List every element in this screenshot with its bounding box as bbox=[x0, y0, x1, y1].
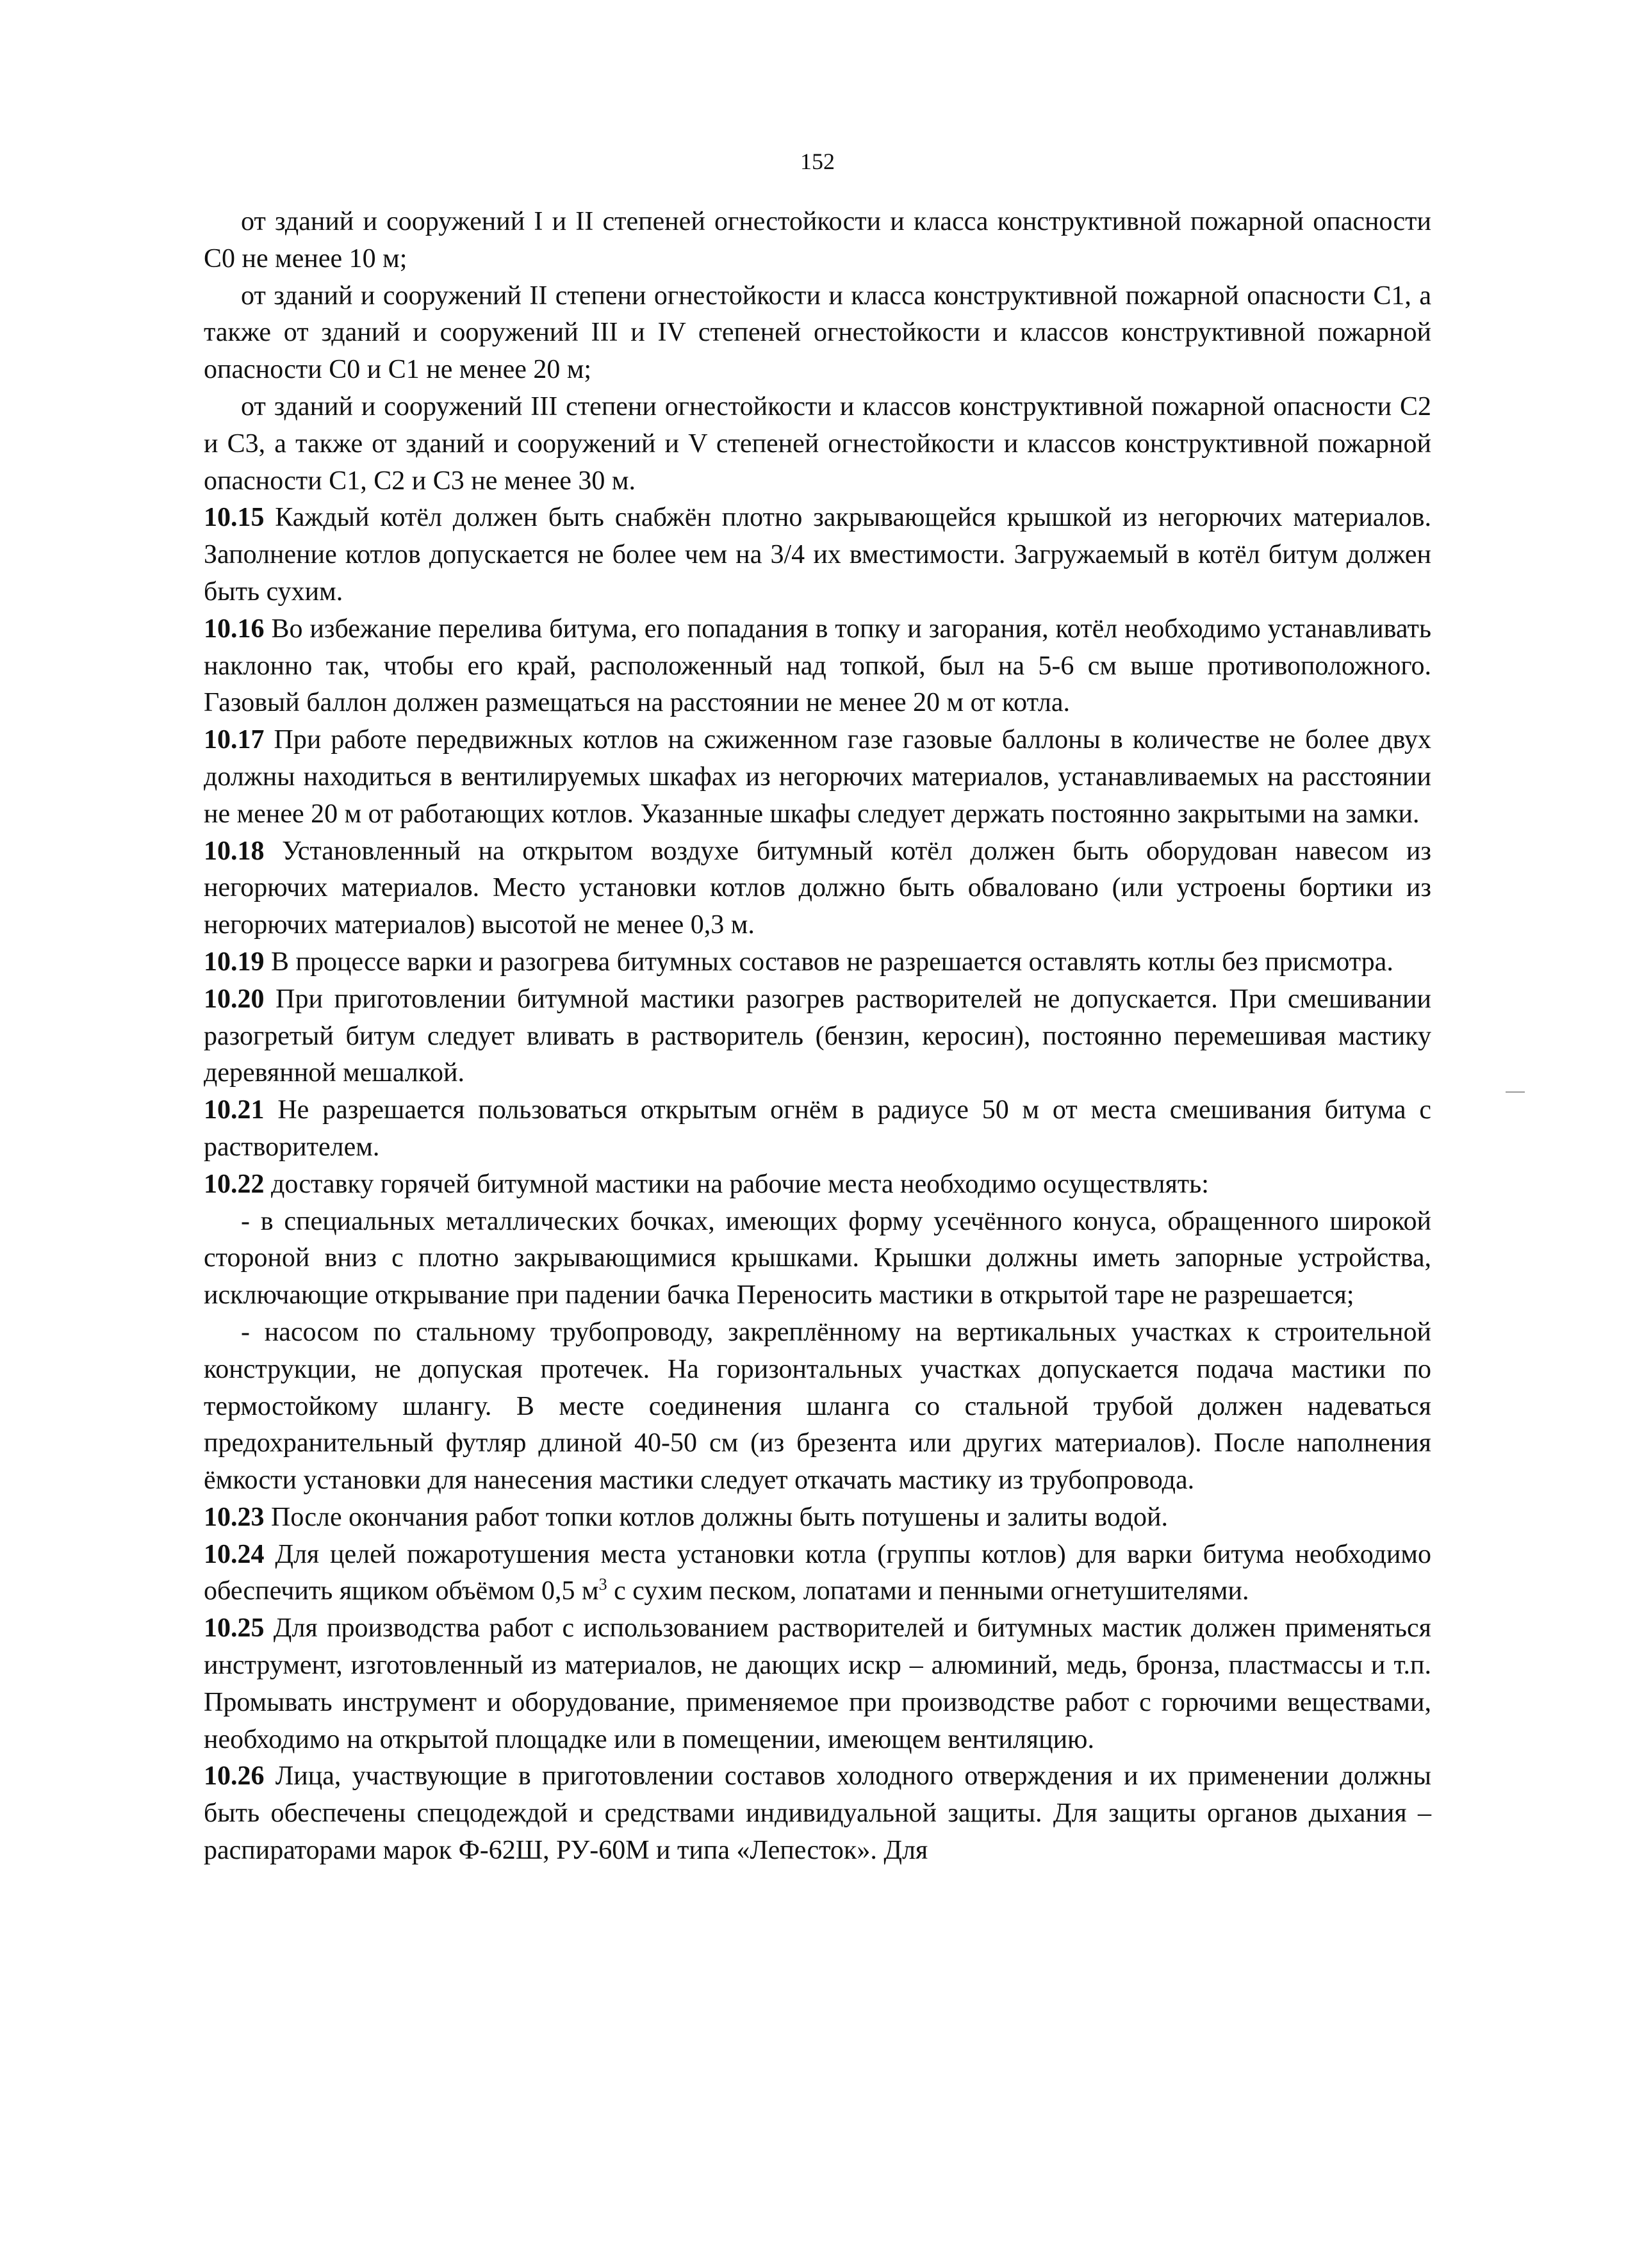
clause-paragraph bbox=[204, 981, 1431, 1092]
clause-number: 10.18 bbox=[204, 836, 265, 866]
clause-text: При приготовлении битумной мастики разогрев растворителей не допускается. При смешивании разогретый битум следует вливать в растворитель (бензин, керосин), постоянно перемешивая мастику деревянной мешалкой. bbox=[204, 984, 1431, 1088]
clause-paragraph bbox=[204, 500, 1431, 610]
clause-number: 10.19 bbox=[204, 947, 265, 977]
paragraph bbox=[204, 278, 1431, 389]
clause-paragraph bbox=[204, 1758, 1431, 1869]
clause-text: доставку горячей битумной мастики на рабочие места необходимо осуществлять: bbox=[264, 1169, 1209, 1199]
clause-number: 10.26 bbox=[204, 1761, 265, 1791]
clause-number: 10.16 bbox=[204, 614, 265, 644]
clause-text: Для целей пожаротушения места установки котла (группы котлов) для варки битума необходимо обеспечить ящиком объёмом 0,5 м bbox=[204, 1539, 1431, 1606]
clause-number: 10.21 bbox=[204, 1095, 265, 1125]
clause-paragraph bbox=[204, 1610, 1431, 1758]
clause-paragraph bbox=[204, 1092, 1431, 1166]
superscript: 3 bbox=[598, 1575, 607, 1594]
paragraph-text: - в специальных металлических бочках, имеющих форму усечённого конуса, обращенного широкой стороной вниз с плотно закрывающимися крышками. Крышки должны иметь запорные устройства, исключающие открывание при падении бачка Переносить мастики в открытой таре не разрешается; bbox=[204, 1206, 1431, 1310]
clause-text: Не разрешается пользоваться открытым огнём в радиусе 50 м от места смешивания битума с растворителем. bbox=[204, 1095, 1431, 1162]
clause-text: Лица, участвующие в приготовлении составов холодного отверждения и их применении должны быть обеспечены спецодеждой и средствами индивидуальной защиты. Для защиты органов дыхания – распираторами марок Ф-62Ш, РУ-60М и типа «Лепесток». Для bbox=[204, 1761, 1431, 1866]
clause-paragraph bbox=[204, 1499, 1431, 1537]
page-number: 152 bbox=[800, 149, 835, 174]
clause-paragraph bbox=[204, 1537, 1431, 1611]
clause-number: 10.17 bbox=[204, 725, 265, 755]
clause-text: При работе передвижных котлов на сжиженном газе газовые баллоны в количестве не более двух должны находиться в вентилируемых шкафах из негорючих материалов, устанавливаемых на расстоянии не менее 20 м от работающих котлов. Указанные шкафы следует держать постоянно закрытыми на замки. bbox=[204, 725, 1431, 829]
clause-text: Для производства работ с использованием растворителей и битумных мастик должен применяться инструмент, изготовленный из материалов, не дающих искр – алюминий, медь, бронза, пластмассы и т.п. Промывать инструмент и оборудование, применяемое при производстве работ с горючими веществами, необходимо на открытой площадке или в помещении, имеющем вентиляцию. bbox=[204, 1613, 1431, 1754]
clause-text: В процессе варки и разогрева битумных составов не разрешается оставлять котлы без присмотра. bbox=[264, 947, 1393, 977]
clause-number: 10.22 bbox=[204, 1169, 265, 1199]
paragraph-text: от зданий и сооружений II степени огнестойкости и класса конструктивной пожарной опасности С1, а также от зданий и сооружений III и IV степеней огнестойкости и классов конструктивной пожарной опасности С0 и С1 не менее 20 м; bbox=[204, 281, 1431, 385]
clause-number: 10.25 bbox=[204, 1613, 265, 1644]
clause-paragraph bbox=[204, 722, 1431, 833]
paragraph-text: - насосом по стальному трубопроводу, закреплённому на вертикальных участках к строительной конструкции, не допуская протечек. На горизонтальных участках допускается подача мастики по термостойкому шлангу. В месте соединения шланга со стальной трубой должен надеваться предохранительный футляр длиной 40-50 см (из брезента или других материалов). После наполнения ёмкости установки для нанесения мастики следует откачать мастику из трубопровода. bbox=[204, 1317, 1431, 1496]
clause-paragraph bbox=[204, 611, 1431, 722]
clause-text: Во избежание перелива битума, его попадания в топку и загорания, котёл необходимо устанавливать наклонно так, чтобы его край, расположенный над топкой, был на 5-6 см выше противоположного. Газовый баллон должен размещаться на расстоянии не менее 20 м от котла. bbox=[204, 614, 1431, 718]
margin-mark bbox=[1506, 1091, 1525, 1093]
clause-number: 10.20 bbox=[204, 984, 265, 1014]
clause-paragraph bbox=[204, 944, 1431, 981]
clause-number: 10.15 bbox=[204, 503, 265, 533]
clause-paragraph bbox=[204, 1166, 1431, 1203]
paragraph bbox=[204, 204, 1431, 278]
paragraph-text: от зданий и сооружений I и II степеней огнестойкости и класса конструктивной пожарной опасности С0 не менее 10 м; bbox=[204, 207, 1431, 273]
paragraph-text: от зданий и сооружений III степени огнестойкости и классов конструктивной пожарной опасности С2 и С3, а также от зданий и сооружений и V степеней огнестойкости и классов конструктивной пожарной опасности С1, С2 и С3 не менее 30 м. bbox=[204, 391, 1431, 496]
clause-text: После окончания работ топки котлов должны быть потушены и залиты водой. bbox=[264, 1502, 1168, 1532]
clause-text: Каждый котёл должен быть снабжён плотно закрывающейся крышкой из негорючих материалов. Заполнение котлов допускается не более чем на 3/4 их вместимости. Загружаемый в котёл битум должен быть сухим. bbox=[204, 503, 1431, 607]
clause-text: Установленный на открытом воздухе битумный котёл должен быть оборудован навесом из негорючих материалов. Место установки котлов должно быть обваловано (или устроены бортики из негорючих материалов) высотой не менее 0,3 м. bbox=[204, 836, 1431, 940]
paragraph bbox=[204, 1314, 1431, 1499]
paragraph bbox=[204, 389, 1431, 500]
clause-number: 10.24 bbox=[204, 1539, 265, 1569]
paragraph bbox=[204, 1203, 1431, 1314]
clause-number: 10.23 bbox=[204, 1502, 265, 1532]
page-body bbox=[204, 204, 1431, 1870]
clause-paragraph bbox=[204, 833, 1431, 944]
clause-text-continued: с сухим песком, лопатами и пенными огнетушителями. bbox=[607, 1576, 1249, 1606]
